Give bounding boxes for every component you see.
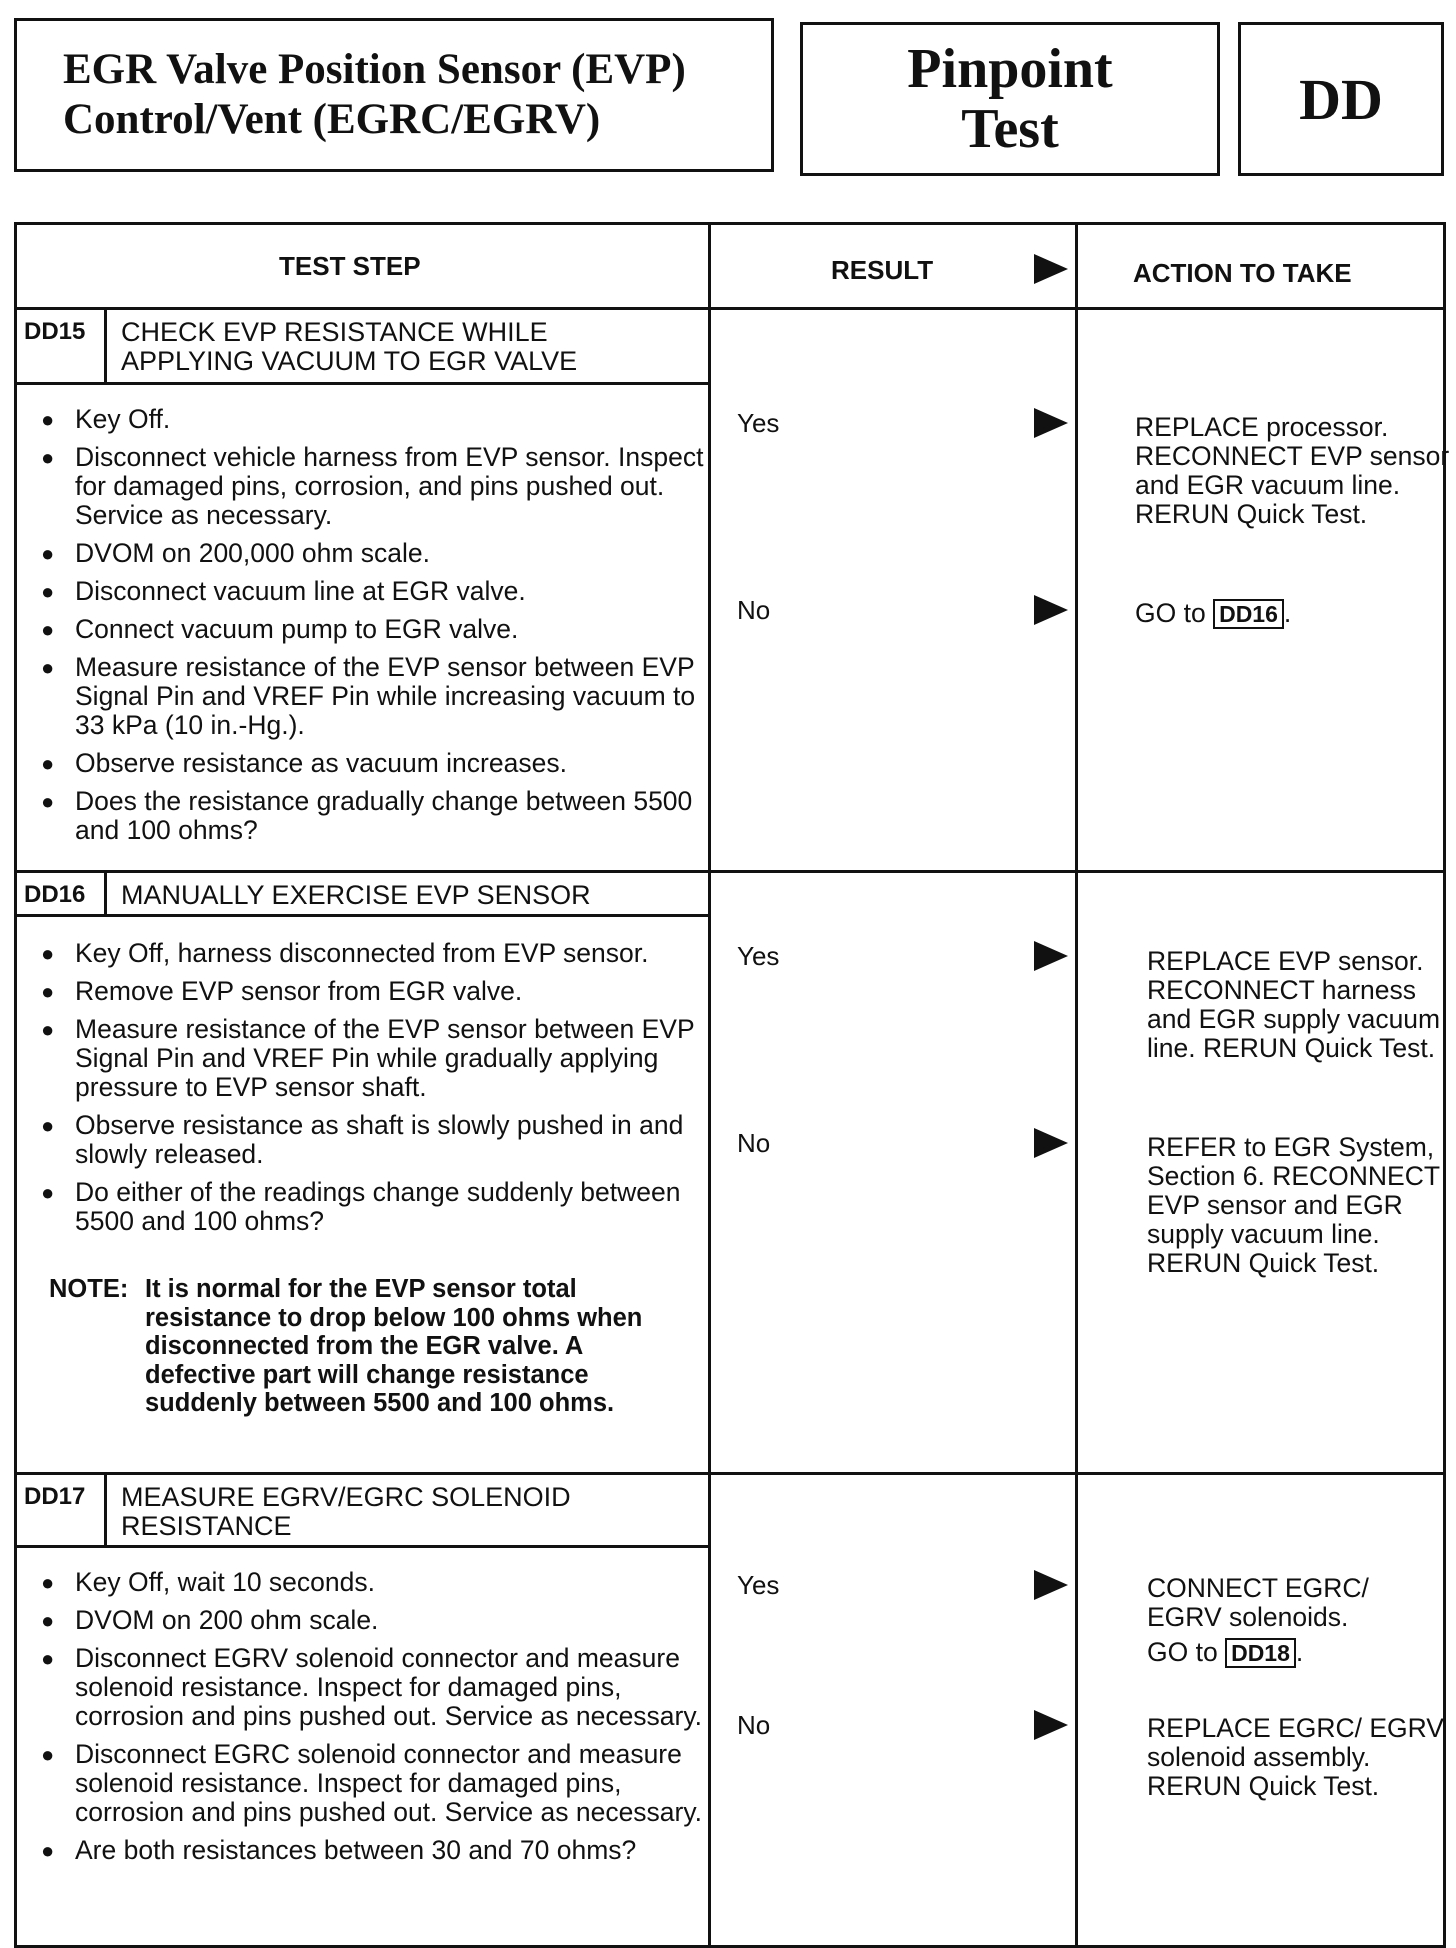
action-text-goto: GO to bbox=[1147, 1637, 1218, 1667]
step-instructions-dd16 bbox=[37, 939, 707, 1245]
instruction-item: ● Measure resistance of the EVP sensor between EVP Signal Pin and VREF Pin while increasing vacuum to 33 kPa (10 in.-Hg.). bbox=[37, 653, 707, 740]
column-header-action: ACTION TO TAKE bbox=[1133, 258, 1352, 288]
instruction-item: ● DVOM on 200 ohm scale. bbox=[37, 1606, 707, 1635]
instruction-item: ● Remove EVP sensor from EGR valve. bbox=[37, 977, 707, 1006]
step-id: DD15 bbox=[17, 310, 107, 382]
result-no: No bbox=[737, 1710, 771, 1740]
instruction-item: ● Connect vacuum pump to EGR valve. bbox=[37, 615, 707, 644]
step-title-line: APPLYING VACUUM TO EGR VALVE bbox=[121, 346, 578, 376]
step-instructions-dd17 bbox=[37, 1568, 707, 1874]
step-title-line: MEASURE EGRV/EGRC SOLENOID bbox=[121, 1482, 571, 1512]
instruction-item: ● Do either of the readings change suddenly between 5500 and 100 ohms? bbox=[37, 1178, 707, 1236]
step-title-line: CHECK EVP RESISTANCE WHILE bbox=[121, 317, 548, 347]
action-text: REFER to EGR System, Section 6. RECONNECT EVP sensor and EGR supply vacuum line. RERUN Quick Test. bbox=[1147, 1132, 1440, 1278]
step-note bbox=[49, 1275, 699, 1418]
arrow-icon bbox=[1034, 408, 1068, 438]
step-id: DD16 bbox=[17, 873, 107, 914]
instruction-item: ● Key Off, harness disconnected from EVP sensor. bbox=[37, 939, 707, 968]
instruction-item: ● Disconnect vehicle harness from EVP sensor. Inspect for damaged pins, corrosion, and pins pushed out. Service as necessary. bbox=[37, 443, 707, 530]
step-reference-dd16[interactable]: DD16 bbox=[1213, 599, 1284, 629]
test-title-line2: Control/Vent (EGRC/EGRV) bbox=[63, 96, 601, 143]
step-title bbox=[107, 873, 711, 914]
instruction-item: ● DVOM on 200,000 ohm scale. bbox=[37, 539, 707, 568]
test-label: Test bbox=[961, 98, 1059, 160]
pinpoint-test-box bbox=[800, 22, 1220, 176]
arrow-icon bbox=[1034, 254, 1068, 284]
test-code-box bbox=[1238, 22, 1444, 176]
test-code: DD bbox=[1299, 66, 1383, 132]
result-yes: Yes bbox=[737, 1570, 780, 1600]
step-header-dd15 bbox=[17, 310, 711, 385]
test-title-box bbox=[14, 18, 774, 172]
instruction-item: ● Disconnect EGRC solenoid connector and measure solenoid resistance. Inspect for damaged pins, corrosion and pins pushed out. Service as necessary. bbox=[37, 1740, 707, 1827]
step-header-dd17 bbox=[17, 1475, 711, 1548]
column-header-test-step: TEST STEP bbox=[279, 251, 421, 281]
action-text: REPLACE EGRC/ EGRV solenoid assembly. RERUN Quick Test. bbox=[1147, 1713, 1444, 1801]
instruction-item: ● Observe resistance as vacuum increases. bbox=[37, 749, 707, 778]
instruction-item: ● Key Off, wait 10 seconds. bbox=[37, 1568, 707, 1597]
arrow-icon bbox=[1034, 941, 1068, 971]
action-text-period: . bbox=[1295, 1637, 1304, 1667]
step-header-dd16 bbox=[17, 873, 711, 917]
instruction-item: ● Observe resistance as shaft is slowly pushed in and slowly released. bbox=[37, 1111, 707, 1169]
instruction-item: ● Are both resistances between 30 and 70 ohms? bbox=[37, 1836, 707, 1865]
pinpoint-label: Pinpoint bbox=[907, 38, 1113, 100]
test-title-line1: EGR Valve Position Sensor (EVP) bbox=[63, 46, 686, 93]
step-instructions-dd15 bbox=[37, 405, 707, 854]
instruction-item: ● Disconnect vacuum line at EGR valve. bbox=[37, 577, 707, 606]
column-divider-step bbox=[708, 225, 711, 1945]
result-no: No bbox=[737, 595, 771, 625]
instruction-item: ● Does the resistance gradually change between 5500 and 100 ohms? bbox=[37, 787, 707, 845]
column-divider-result bbox=[1075, 225, 1078, 1945]
instruction-item: ● Disconnect EGRV solenoid connector and measure solenoid resistance. Inspect for damaged pins, corrosion and pins pushed out. Service as necessary. bbox=[37, 1644, 707, 1731]
step-reference-dd18[interactable]: DD18 bbox=[1225, 1638, 1296, 1668]
action-text-period: . bbox=[1283, 598, 1292, 628]
action-text-goto: GO to bbox=[1135, 598, 1206, 628]
step-title-line: MANUALLY EXERCISE EVP SENSOR bbox=[121, 880, 591, 910]
action-text: REPLACE EVP sensor. RECONNECT harness and EGR supply vacuum line. RERUN Quick Test. bbox=[1147, 946, 1441, 1063]
step-title bbox=[107, 1475, 711, 1545]
arrow-icon bbox=[1034, 1128, 1068, 1158]
action-text bbox=[1135, 599, 1455, 629]
step-title bbox=[107, 310, 711, 382]
action-text-connect: CONNECT EGRC/ EGRV solenoids. bbox=[1147, 1573, 1369, 1632]
pinpoint-table bbox=[14, 222, 1450, 1948]
column-header-result: RESULT bbox=[831, 255, 934, 285]
instruction-item: ● Measure resistance of the EVP sensor between EVP Signal Pin and VREF Pin while gradually applying pressure to EVP sensor shaft. bbox=[37, 1015, 707, 1102]
note-text: It is normal for the EVP sensor total resistance to drop below 100 ohms when disconnected from the EGR valve. A defective part will change resistance suddenly between 5500 and 100 ohms. bbox=[145, 1275, 643, 1417]
action-text bbox=[1147, 1574, 1447, 1668]
step-id: DD17 bbox=[17, 1475, 107, 1545]
arrow-icon bbox=[1034, 1570, 1068, 1600]
result-no: No bbox=[737, 1128, 771, 1158]
note-label: NOTE: bbox=[49, 1275, 129, 1303]
step-title-line: RESISTANCE bbox=[121, 1511, 292, 1541]
arrow-icon bbox=[1034, 1710, 1068, 1740]
action-text: REPLACE processor. RECONNECT EVP sensor and EGR vacuum line. RERUN Quick Test. bbox=[1135, 412, 1450, 529]
result-yes: Yes bbox=[737, 941, 780, 971]
result-yes: Yes bbox=[737, 408, 780, 438]
instruction-item: ● Key Off. bbox=[37, 405, 707, 434]
action-text-goto-line bbox=[1147, 1638, 1447, 1668]
arrow-icon bbox=[1034, 595, 1068, 625]
